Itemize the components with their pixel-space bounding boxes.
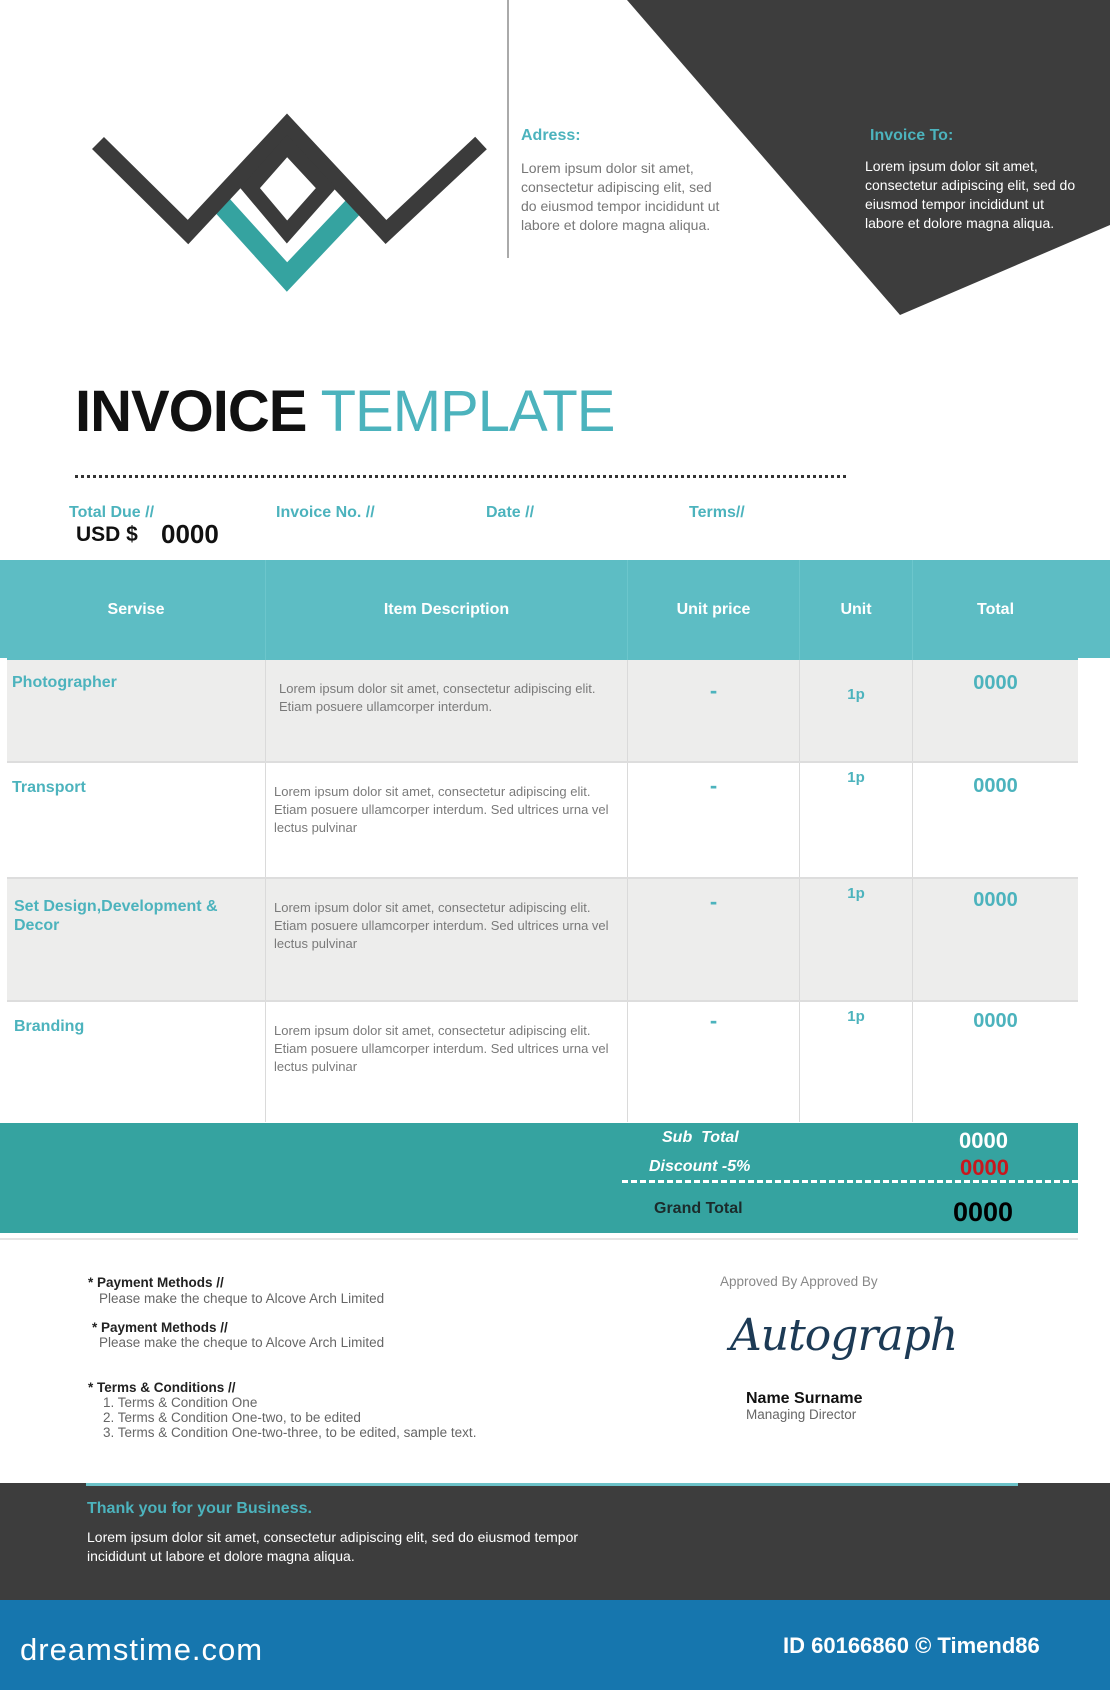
footer-text-line1: Lorem ipsum dolor sit amet, consectetur adipiscing elit, sed do eiusmod tempor [87,1529,579,1545]
totals-shadow-line [0,1238,1078,1240]
approved-by-label: Approved By Approved By [720,1274,878,1289]
header-divider [507,0,509,258]
signature: Autograph [730,1310,958,1361]
footer-accent-line [86,1483,1018,1486]
total-due-label: Total Due // [69,504,155,521]
signer-role: Managing Director [746,1407,857,1422]
date-label: Date // [486,504,535,521]
signer-name: Name Surname [746,1390,863,1407]
table-row [7,878,1078,1001]
invoice-items-table [7,560,1078,1122]
service-cell: Branding [7,1001,266,1122]
totals-band [0,1123,1078,1233]
invoice-to-heading: Invoice To: [870,127,954,144]
payment-methods-text-2: Please make the cheque to Alcove Arch Limited [99,1335,385,1350]
term-item: 1. Terms & Condition One [103,1395,258,1410]
unit-price-cell: - [628,1001,800,1122]
col-total: Total [913,560,1079,660]
watermark-id: ID 60166860 © Timend86 [783,1633,1040,1658]
description-cell: Lorem ipsum dolor sit amet, consectetur adipiscing elit. Etiam posuere ullamcorper interdum. Sed ultrices urna vel lectus pulvinar [266,762,628,878]
grand-total-value: 0000 [953,1197,1014,1227]
watermark-bar [0,1600,1110,1690]
sub-total-value: 0000 [959,1128,1008,1153]
address-heading: Adress: [521,127,581,144]
discount-value: 0000 [960,1155,1009,1180]
footer-band [0,1483,1110,1600]
page-title [75,378,614,445]
sub-total-label: Sub Total [662,1129,739,1146]
col-service: Servise [7,560,266,660]
table-row [7,1001,1078,1122]
service-cell: Transport [7,762,266,878]
table-row [7,762,1078,878]
logo [98,126,481,277]
invoice-to-text: Lorem ipsum dolor sit amet, consectetur adipiscing elit, sed do eiusmod tempor incididunt ut labore et dolore magna aliqua. [865,158,1076,231]
total-cell: 0000 [973,1010,1018,1032]
footer-text-line2: incididunt ut labore et dolore magna aliqua. [87,1548,355,1564]
title-bold: INVOICE [75,379,307,444]
total-due-value: 0000 [161,519,219,549]
grand-total-label: Grand Total [654,1200,743,1217]
col-unit-price: Unit price [628,560,800,660]
discount-label: Discount -5% [649,1158,751,1175]
invoice-no-label: Invoice No. // [276,504,375,521]
unit-price-cell: - [628,762,800,878]
unit-cell: 1p [800,660,913,762]
col-description: Item Description [266,560,628,660]
unit-cell: 1p [800,762,913,878]
footer-heading: Thank you for your Business. [87,1500,312,1517]
payment-methods-text-1: Please make the cheque to Alcove Arch Limited [99,1291,385,1306]
payment-methods-title-2: * Payment Methods // [92,1320,228,1335]
service-cell: Set Design,Development & Decor [7,878,266,1001]
title-light: TEMPLATE [320,379,615,444]
terms-title: * Terms & Conditions // [88,1380,236,1395]
total-cell: 0000 [913,762,1079,878]
table-header-row [7,560,1078,660]
service-cell: Photographer [7,660,266,762]
payment-methods-title-1: * Payment Methods // [88,1275,224,1290]
terms-label: Terms// [689,504,745,521]
dotted-divider [75,475,846,478]
term-item: 2. Terms & Condition One-two, to be edited [103,1410,361,1425]
description-cell: Lorem ipsum dolor sit amet, consectetur adipiscing elit. Etiam posuere ullamcorper interdum. [266,660,628,762]
table-row [7,660,1078,762]
unit-price-cell: - [628,878,800,1001]
col-unit: Unit [800,560,913,660]
description-cell: Lorem ipsum dolor sit amet, consectetur adipiscing elit. Etiam posuere ullamcorper interdum. Sed ultrices urna vel lectus pulvinar [266,878,628,1001]
unit-cell: 1p [800,1001,913,1122]
totals-divider [622,1180,1078,1183]
description-cell: Lorem ipsum dolor sit amet, consectetur adipiscing elit. Etiam posuere ullamcorper interdum. Sed ultrices urna vel lectus pulvinar [266,1001,628,1122]
total-cell: 0000 [913,660,1079,762]
total-cell: 0000 [913,878,1079,1001]
address-text: Lorem ipsum dolor sit amet, consectetur adipiscing elit, sed do eiusmod tempor incididunt ut labore et dolore magna aliqua. [521,160,720,233]
unit-cell: 1p [800,878,913,1001]
term-item: 3. Terms & Condition One-two-three, to be edited, sample text. [103,1425,477,1440]
unit-price-cell: - [628,660,800,762]
currency: USD $ [76,523,138,546]
watermark-brand: dreamstime.com [20,1632,264,1667]
